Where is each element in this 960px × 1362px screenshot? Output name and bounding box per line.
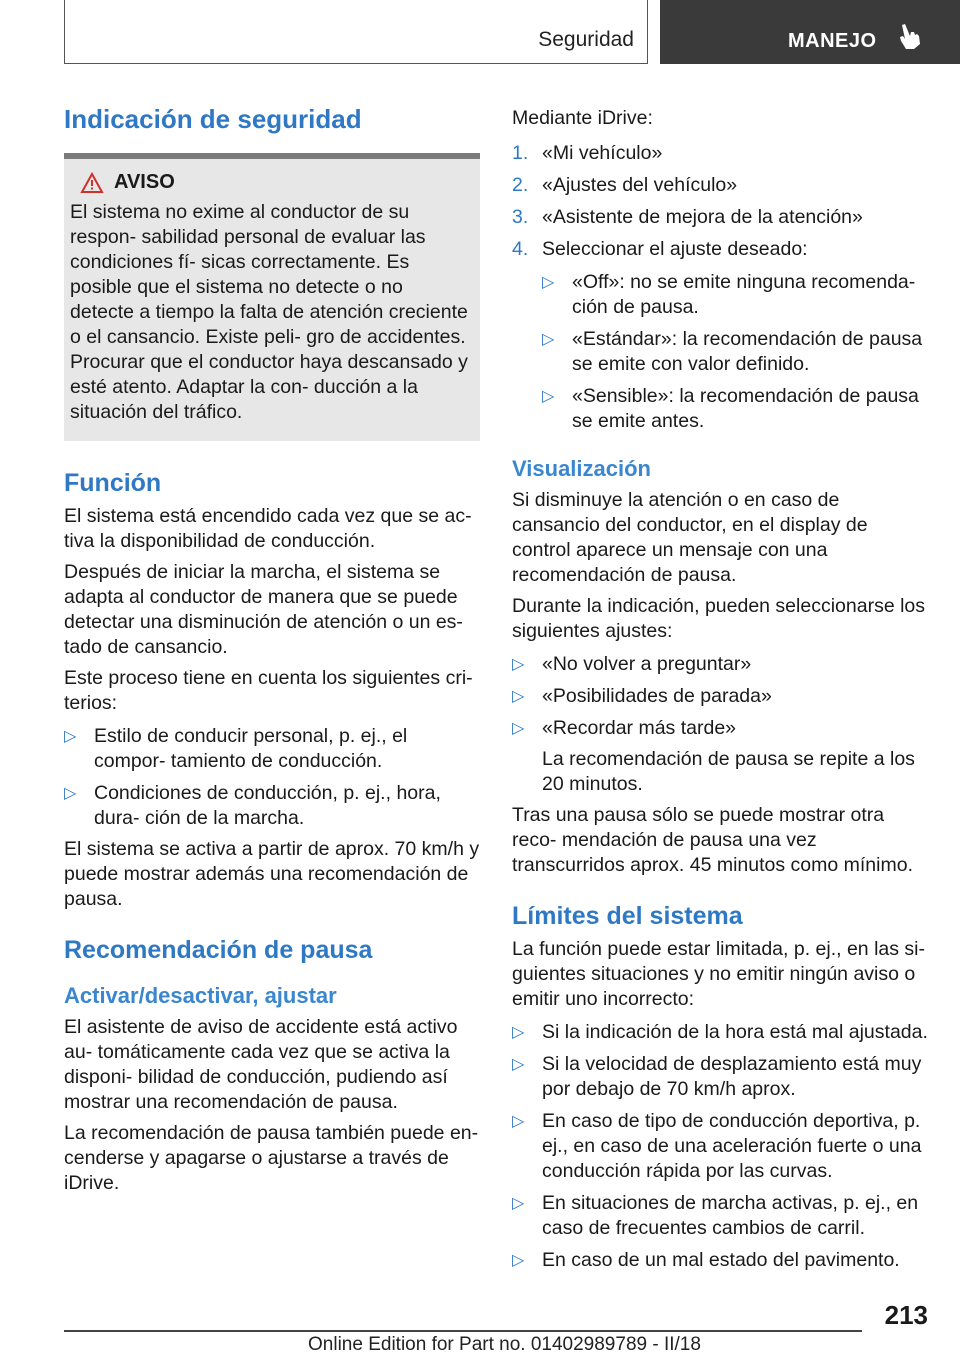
list-item: ▷ «Posibilidades de parada» <box>512 685 772 707</box>
visualizacion-p1: Si disminuye la atención o en caso de cansancio del conductor, en el display de control aparece un mensaje con una recomendación de pausa. <box>512 489 868 586</box>
warning-label: AVISO <box>114 171 175 193</box>
recomendacion-p1: El asistente de aviso de accidente está activo au- tomáticamente cada vez que se activa la disponi- bilidad de conducción, pudiendo así mostrar una recomendación de pausa. <box>64 1016 458 1113</box>
criteria-list <box>64 724 480 831</box>
list-item: 4. Seleccionar el ajuste deseado: <box>512 238 808 260</box>
recomendacion-p2: La recomendación de pausa también puede en- cenderse y apagarse o ajustarse a través de iDrive. <box>64 1122 479 1194</box>
list-item: ▷ «No volver a preguntar» <box>512 653 752 675</box>
footer-edition: Online Edition for Part no. 01402989789 - II/18 <box>308 1334 701 1355</box>
triangle-bullet-icon: ▷ <box>542 274 555 291</box>
triangle-bullet-icon: ▷ <box>64 728 77 745</box>
header-section-title: Seguridad <box>538 28 634 51</box>
list-item: ▷ «Estándar»: la recomendación de pausa se emite con valor definido. <box>542 328 923 375</box>
funcion-p2: Después de iniciar la marcha, el sistema se adapta al conductor de manera que se puede detectar una disminución de atención o un es- tado de cansancio. <box>64 561 463 658</box>
list-item: ▷ En situaciones de marcha activas, p. ej., en caso de frecuentes cambios de carril. <box>512 1192 919 1239</box>
list-item: ▷ «Sensible»: la recomendación de pausa se emite antes. <box>542 385 919 432</box>
funcion-p3: Este proceso tiene en cuenta los siguientes cri- terios: <box>64 667 473 714</box>
visualizacion-p2: Durante la indicación, pueden seleccionarse los siguientes ajustes: <box>512 595 926 642</box>
visualizacion-heading: Visualización <box>512 456 651 481</box>
list-item: ▷ En caso de tipo de conducción deportiva, p. ej., en caso de una aceleración fuerte o una conducción rápida por las curvas. <box>512 1110 922 1182</box>
triangle-bullet-icon: ▷ <box>512 1113 525 1130</box>
triangle-bullet-icon: ▷ <box>512 1195 525 1212</box>
limites-heading: Límites del sistema <box>512 902 743 930</box>
warning-triangle-icon <box>80 172 104 194</box>
display-options-list <box>512 652 928 741</box>
triangle-bullet-icon: ▷ <box>512 688 525 705</box>
right-column <box>512 100 928 1273</box>
list-item: ▷ «Off»: no se emite ninguna recomenda- ción de pausa. <box>542 271 916 318</box>
list-item: ▷ «Recordar más tarde» <box>512 717 737 739</box>
triangle-bullet-icon: ▷ <box>512 1024 525 1041</box>
triangle-bullet-icon: ▷ <box>512 720 525 737</box>
limites-p1: La función puede estar limitada, p. ej., en las si- guientes situaciones y no emitir ningún aviso o emitir uno incorrecto: <box>512 938 925 1010</box>
left-column <box>64 100 480 1196</box>
funcion-heading: Función <box>64 469 162 497</box>
limits-list <box>512 1020 928 1273</box>
warning-text: El sistema no exime al conductor de su respon- sabilidad personal de evaluar las condiciones fí- sicas correctamente. Es posible que el sistema no detecte o no detecte a tiempo la falta de atención creciente o el cansancio. Existe peli- gro de accidentes. Procurar que el conductor haya descansado y esté atento. Adaptar la con- ducción a la situación del tráfico. <box>70 201 468 423</box>
list-item: 3. «Asistente de mejora de la atención» <box>512 206 863 228</box>
triangle-bullet-icon: ▷ <box>64 785 77 802</box>
list-item: ▷ Condiciones de conducción, p. ej., hora, dura- ción de la marcha. <box>64 782 441 829</box>
recomendacion-heading: Recomendación de pausa <box>64 936 373 964</box>
triangle-bullet-icon: ▷ <box>512 1056 525 1073</box>
pointing-hand-icon <box>896 22 922 50</box>
header-chapter-tab[interactable] <box>660 0 960 64</box>
visualizacion-p3: Tras una pausa sólo se puede mostrar otra reco- mendación de pausa una vez transcurridos aprox. 45 minutos como mínimo. <box>512 804 913 876</box>
page-number: 213 <box>884 1300 928 1330</box>
remind-note: La recomendación de pausa se repite a los 20 minutos. <box>542 748 915 795</box>
funcion-p1: El sistema está encendido cada vez que se ac- tiva la disponibilidad de conducción. <box>64 505 472 552</box>
list-item: ▷ Estilo de conducir personal, p. ej., el compor- tamiento de conducción. <box>64 725 408 772</box>
idrive-steps <box>512 141 928 262</box>
list-item: ▷ Si la velocidad de desplazamiento está muy por debajo de 70 km/h aprox. <box>512 1053 922 1100</box>
list-item: 1. «Mi vehículo» <box>512 142 663 164</box>
setting-options-list <box>512 270 928 434</box>
footer-rule <box>64 1330 862 1332</box>
safety-title: Indicación de seguridad <box>64 104 362 134</box>
funcion-p4: El sistema se activa a partir de aprox. 70 km/h y puede mostrar además una recomendación de pausa. <box>64 838 480 910</box>
header-chapter-label: MANEJO <box>788 30 877 52</box>
triangle-bullet-icon: ▷ <box>512 1252 525 1269</box>
triangle-bullet-icon: ▷ <box>512 656 525 673</box>
idrive-intro: Mediante iDrive: <box>512 107 653 129</box>
triangle-bullet-icon: ▷ <box>542 388 555 405</box>
triangle-bullet-icon: ▷ <box>542 331 555 348</box>
warning-box <box>64 159 480 441</box>
list-item: ▷ Si la indicación de la hora está mal ajustada. <box>512 1021 928 1043</box>
list-item: ▷ En caso de un mal estado del pavimento. <box>512 1249 900 1271</box>
list-item: 2. «Ajustes del vehículo» <box>512 174 738 196</box>
activar-subheading: Activar/desactivar, ajustar <box>64 983 337 1008</box>
